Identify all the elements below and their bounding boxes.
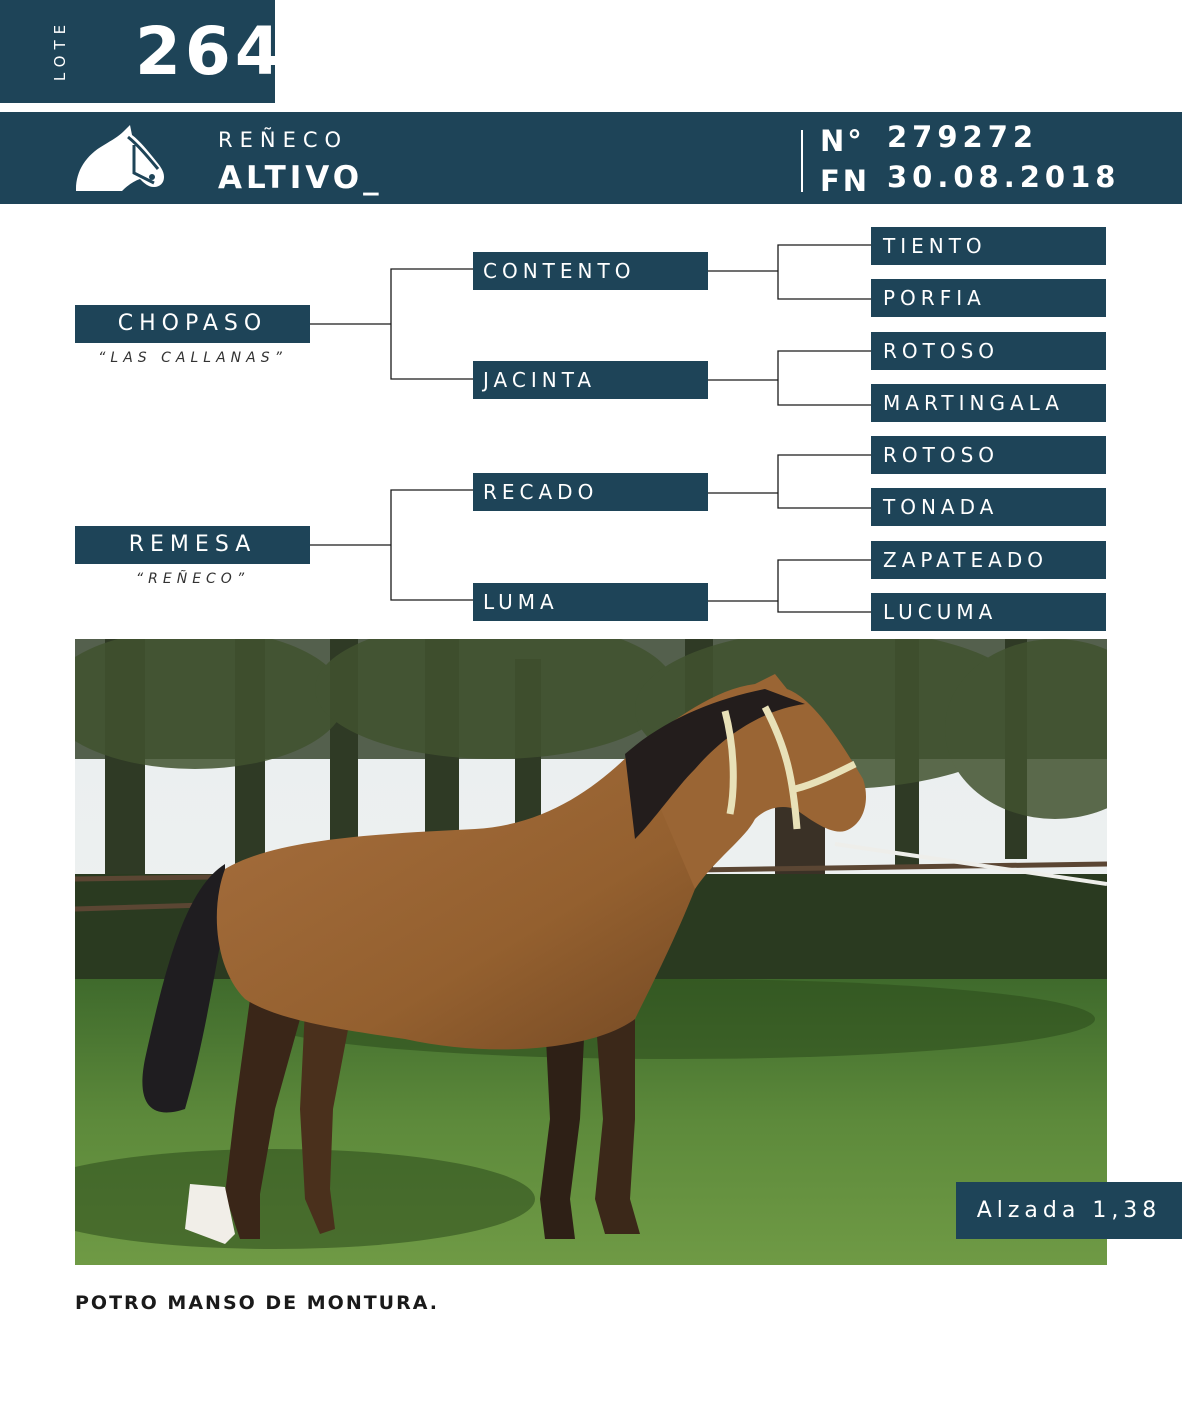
grandsire-maternal-box: RECADO: [473, 473, 708, 511]
horse-photo: [75, 639, 1107, 1265]
registration-label: N°: [820, 124, 865, 158]
birth-date: 30.08.2018: [887, 160, 1121, 194]
great-grandparent-box: TIENTO: [871, 227, 1106, 265]
great-grandparent-box: ZAPATEADO: [871, 541, 1106, 579]
granddam-paternal-box: JACINTA: [473, 361, 708, 399]
great-grandparent-box: LUCUMA: [871, 593, 1106, 631]
registration-number: 279272: [887, 120, 1039, 154]
height-badge: Alzada 1,38: [956, 1182, 1182, 1239]
great-grandparent-box: TONADA: [871, 488, 1106, 526]
sire-box: CHOPASO: [75, 305, 310, 343]
grandsire-paternal-box: CONTENTO: [473, 252, 708, 290]
dam-origin: “REÑECO”: [135, 571, 250, 587]
great-grandparent-box: ROTOSO: [871, 436, 1106, 474]
sire-origin: “LAS CALLANAS”: [98, 350, 287, 366]
lot-label: LOTE: [51, 18, 69, 82]
granddam-maternal-box: LUMA: [473, 583, 708, 621]
dam-box: REMESA: [75, 526, 310, 564]
birth-date-label: FN: [820, 164, 871, 198]
lot-description: POTRO MANSO DE MONTURA.: [75, 1292, 440, 1314]
breeder-name: REÑECO: [218, 128, 349, 152]
great-grandparent-box: PORFIA: [871, 279, 1106, 317]
lot-number: 264: [135, 13, 285, 90]
great-grandparent-box: ROTOSO: [871, 332, 1106, 370]
great-grandparent-box: MARTINGALA: [871, 384, 1106, 422]
horse-name: ALTIVO_: [218, 160, 383, 196]
